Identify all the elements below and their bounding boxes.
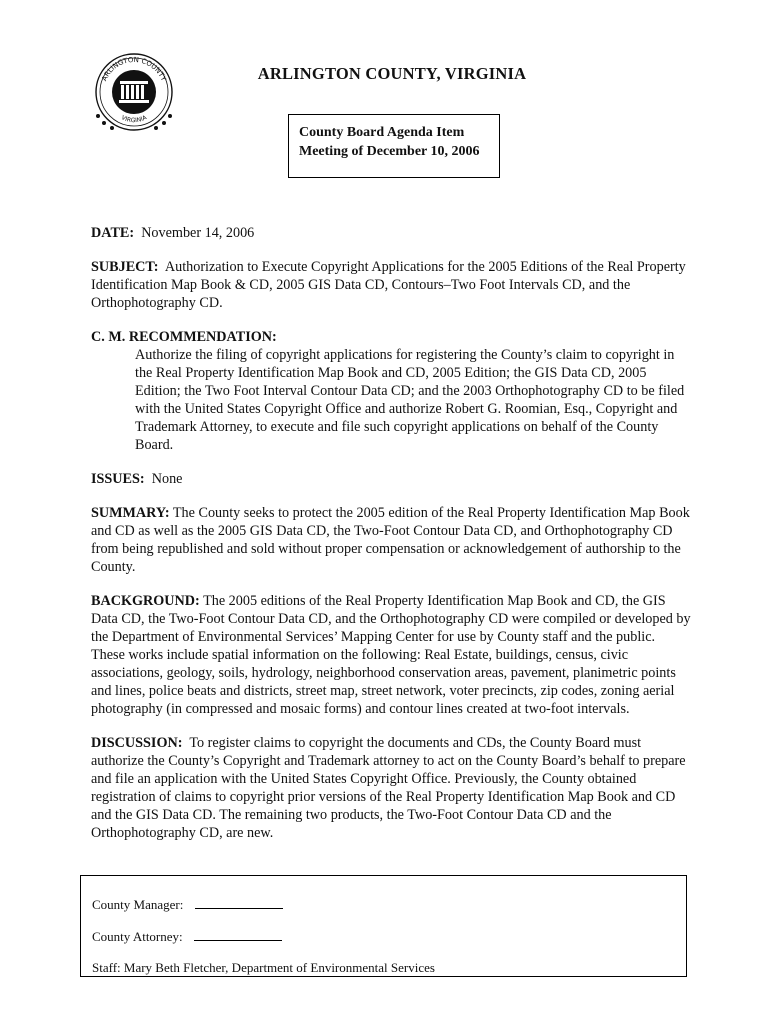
summary-label: SUMMARY: (91, 505, 170, 521)
issues-value: None (151, 471, 183, 487)
svg-text:VIRGINIA (120, 114, 148, 124)
county-attorney-row (92, 928, 282, 945)
seal-top-text: ARLINGTON COUNTY (100, 55, 168, 83)
county-manager-signature-line (195, 896, 283, 909)
agenda-item-box (288, 114, 500, 178)
subject-label: SUBJECT: (91, 259, 159, 275)
county-attorney-label: County Attorney: (92, 929, 183, 944)
discussion-text: To register claims to copyright the documents and CDs, the County Board must authorize the County’s Copyright and Trademark attorney to act on the County Board’s behalf to prepare and file an application with the United States Copyright Office. Previously, the County obtained registration of claims to copyright prior versions of the Real Property Identification Map Book and CD and the GIS Data CD. The remaining two products, the Two-Foot Contour Data CD and the Orthophotography CD, are new. (91, 735, 686, 841)
document-body (91, 224, 691, 858)
signoff-box (80, 875, 687, 977)
summary-section (91, 504, 691, 576)
staff-line: Staff: Mary Beth Fletcher, Department of Environmental Services (92, 960, 435, 975)
recommendation-section (91, 328, 691, 454)
background-section (91, 592, 691, 718)
issues-section (91, 470, 691, 488)
agenda-item-label: County Board Agenda Item (299, 125, 465, 140)
discussion-label: DISCUSSION: (91, 735, 183, 751)
summary-text: The County seeks to protect the 2005 edition of the Real Property Identification Map Book and CD as well as the 2005 GIS Data CD, the Two-Foot Contour Data CD, and Orthophotography CD from being republished and sold without proper compensation or acknowledgement of authorship to the County. (91, 505, 690, 575)
county-manager-row (92, 896, 283, 913)
date-label: DATE: (91, 225, 135, 241)
date-section (91, 224, 691, 242)
recommendation-label: C. M. RECOMMENDATION: (91, 329, 277, 345)
county-attorney-signature-line (194, 928, 282, 941)
issues-label: ISSUES: (91, 471, 145, 487)
date-value: November 14, 2006 (141, 225, 255, 241)
county-seal-logo (88, 48, 180, 138)
seal-bottom-text: VIRGINIA (120, 114, 148, 125)
discussion-section (91, 734, 691, 842)
background-text: The 2005 editions of the Real Property Identification Map Book and CD, the GIS Data CD, the Two-Foot Contour Data CD, and the Orthophotography CD were compiled or developed by the Department of Environmental Services’ Mapping Center for use by County staff and the public. These works include spatial information on the following: Real Estate, buildings, census, civic associations, geology, soils, hydrology, neighborhood conservation areas, pavement, planimetric points and lines, police beats and districts, street map, street network, voter precincts, zip codes, zoning aerial photography (in compressed and mosaic forms) and contour lines created at two-foot intervals. (91, 593, 691, 717)
subject-text: Authorization to Execute Copyright Applications for the 2005 Editions of the Real Property Identification Map Book & CD, 2005 GIS Data CD, Contours–Two Foot Intervals CD, and the Orthophotography CD. (91, 259, 686, 311)
county-manager-label: County Manager: (92, 897, 184, 912)
subject-section (91, 258, 691, 312)
meeting-date-label: Meeting of December 10, 2006 (299, 144, 480, 159)
page-title: ARLINGTON COUNTY, VIRGINIA (257, 64, 527, 83)
background-label: BACKGROUND: (91, 593, 200, 609)
recommendation-text: Authorize the filing of copyright applications for registering the County’s claim to copyright in the Real Property Identification Map Book and CD, 2005 Edition; the GIS Data CD, 2005 Edition; the Two Foot Interval Contour Data CD; and the 2003 Orthophotography CD to be filed with the United States Copyright Office and authorize Robert G. Roomian, Esq., Copyright and Trademark Attorney, to execute and file such copyright applications on behalf of the County Board. (135, 347, 685, 453)
